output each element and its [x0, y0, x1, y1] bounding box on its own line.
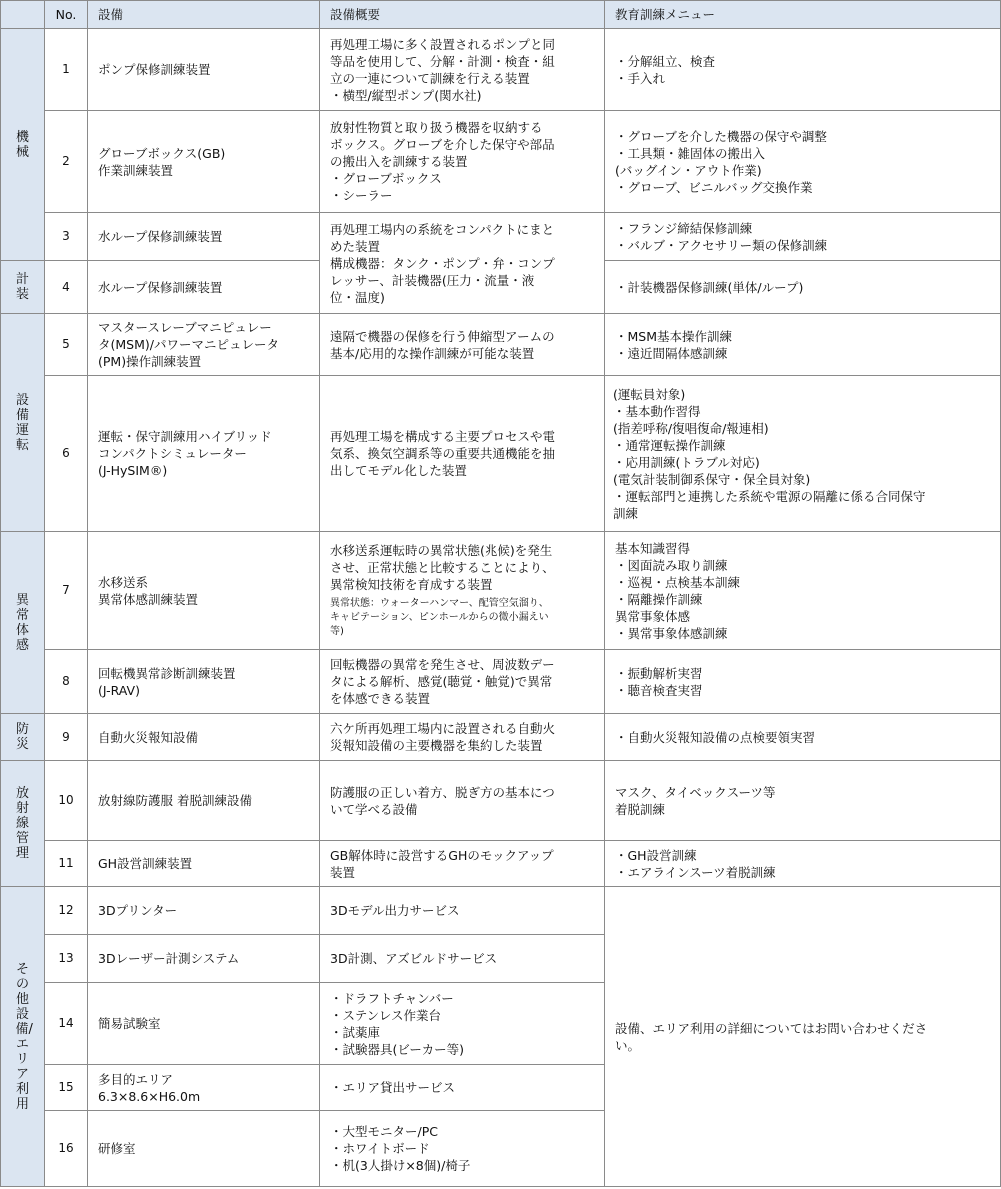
row-overview: 再処理工場を構成する主要プロセスや電 気系、換気空調系等の重要共通機能を抽 出してモデル化した装置 [320, 376, 605, 532]
row-no: 5 [45, 314, 88, 376]
row-overview: 再処理工場に多く設置されるポンプと同 等品を使用して、分解・計測・検査・組 立の一連について訓練を行える装置 ・横型/縦型ポンプ(関水社) [320, 29, 605, 111]
category-operation: 設備運転 [1, 314, 45, 532]
row-menu: ・フランジ締結保修訓練 ・バルブ・アクセサリー類の保修訓練 [605, 213, 1001, 261]
header-menu: 教育訓練メニュー [605, 1, 1001, 29]
row-no: 7 [45, 532, 88, 650]
row-overview: GB解体時に設営するGHのモックアップ 装置 [320, 841, 605, 887]
category-fire: 防災 [1, 714, 45, 761]
row-equipment: 3Dレーザー計測システム [88, 935, 320, 983]
row-overview: ・ドラフトチャンバー ・ステンレス作業台 ・試薬庫 ・試験器具(ビーカー等) [320, 983, 605, 1065]
table-row [1, 532, 1001, 650]
row-equipment: 水ループ保修訓練装置 [88, 261, 320, 314]
table-row [1, 887, 1001, 935]
row-menu: ・GH設営訓練 ・エアラインスーツ着脱訓練 [605, 841, 1001, 887]
table-row [1, 29, 1001, 111]
row-overview: 六ケ所再処理工場内に設置される自動火 災報知設備の主要機器を集約した装置 [320, 714, 605, 761]
row-overview: 放射性物質と取り扱う機器を収納する ボックス。グローブを介した保守や部品 の搬出入を訓練する装置 ・グローブボックス ・シーラー [320, 111, 605, 213]
table-row [1, 111, 1001, 213]
row-no: 10 [45, 761, 88, 841]
row-no: 14 [45, 983, 88, 1065]
row-menu: ・計装機器保修訓練(単体/ループ) [605, 261, 1001, 314]
row-menu: ・分解組立、検査 ・手入れ [605, 29, 1001, 111]
row-no: 4 [45, 261, 88, 314]
category-other: その他設備/エリア利用 [1, 887, 45, 1187]
table-row [1, 841, 1001, 887]
row-equipment: 水ループ保修訓練装置 [88, 213, 320, 261]
row-no: 9 [45, 714, 88, 761]
row-equipment: 簡易試験室 [88, 983, 320, 1065]
row-overview: 3Dモデル出力サービス [320, 887, 605, 935]
row-equipment: GH設営訓練装置 [88, 841, 320, 887]
row-no: 1 [45, 29, 88, 111]
row-no: 16 [45, 1111, 88, 1187]
table-row [1, 314, 1001, 376]
row-overview: 遠隔で機器の保修を行う伸縮型アームの 基本/応用的な操作訓練が可能な装置 [320, 314, 605, 376]
category-instrumentation: 計装 [1, 261, 45, 314]
row-equipment: 運転・保守訓練用ハイブリッド コンパクトシミュレーター (J-HySIM®) [88, 376, 320, 532]
row-no: 2 [45, 111, 88, 213]
row-equipment: 多目的エリア 6.3×8.6×H6.0m [88, 1065, 320, 1111]
row-equipment: グローブボックス(GB) 作業訓練装置 [88, 111, 320, 213]
row-no: 11 [45, 841, 88, 887]
row-equipment: 回転機異常診断訓練装置 (J-RAV) [88, 650, 320, 714]
row-overview: 防護服の正しい着方、脱ぎ方の基本につ いて学べる設備 [320, 761, 605, 841]
header-equipment: 設備 [88, 1, 320, 29]
table-row [1, 761, 1001, 841]
row-menu: マスク、タイベックスーツ等 着脱訓練 [605, 761, 1001, 841]
row-overview-note: 異常状態：ウォーターハンマー、配管空気溜り、 キャビテーション、ピンホールからの微小漏えい 等) [330, 598, 549, 637]
table-header-row [1, 1, 1001, 29]
row-equipment: マスタースレーブマニピュレー タ(MSM)/パワーマニピュレータ (PM)操作訓練装置 [88, 314, 320, 376]
row-equipment: 放射線防護服 着脱訓練設備 [88, 761, 320, 841]
category-radiation: 放射線管理 [1, 761, 45, 887]
row-menu: ・グローブを介した機器の保守や調整 ・工具類・雑固体の搬出入 (バッグイン・アウト作業) ・グローブ、ビニルバッグ交換作業 [605, 111, 1001, 213]
row-menu: ・自動火災報知設備の点検要領実習 [605, 714, 1001, 761]
row-equipment: 自動火災報知設備 [88, 714, 320, 761]
row-no: 3 [45, 213, 88, 261]
row-overview: 再処理工場内の系統をコンパクトにまと めた装置 構成機器：タンク・ポンプ・弁・コンプ レッサー、計装機器(圧力・流量・液 位・温度) [320, 213, 605, 314]
row-no: 13 [45, 935, 88, 983]
row-overview: 回転機器の異常を発生させ、周波数デー タによる解析、感覚(聴覚・触覚)で異常 を体感できる装置 [320, 650, 605, 714]
row-equipment: 3Dプリンター [88, 887, 320, 935]
header-overview: 設備概要 [320, 1, 605, 29]
table-row [1, 650, 1001, 714]
row-equipment: ポンプ保修訓練装置 [88, 29, 320, 111]
row-equipment: 水移送系 異常体感訓練装置 [88, 532, 320, 650]
row-equipment: 研修室 [88, 1111, 320, 1187]
category-abnormal: 異常体感 [1, 532, 45, 714]
row-overview: 水移送系運転時の異常状態(兆候)を発生 させ、正常状態と比較することにより、 異常検知技術を育成する装置 異常状態：ウォーターハンマー、配管空気溜り、 キャビテーション、ピンホールからの微小漏えい 等) [320, 532, 605, 650]
row-no: 12 [45, 887, 88, 935]
row-menu: ・MSM基本操作訓練 ・遠近間隔体感訓練 [605, 314, 1001, 376]
row-overview: 3D計測、アズビルドサービス [320, 935, 605, 983]
row-no: 6 [45, 376, 88, 532]
category-mechanical: 機械 [1, 29, 45, 261]
header-no: No. [45, 1, 88, 29]
row-overview: ・大型モニター/PC ・ホワイトボード ・机(3人掛け×8個)/椅子 [320, 1111, 605, 1187]
table-row [1, 376, 1001, 532]
header-category [1, 1, 45, 29]
table-row [1, 213, 1001, 261]
row-menu-other: 設備、エリア利用の詳細についてはお問い合わせくださ い。 [605, 887, 1001, 1187]
row-menu: (運転員対象) ・基本動作習得 (指差呼称/復唱復命/報連相) ・通常運転操作訓練 ・応用訓練(トラブル対応) (電気計装制御系保守・保全員対象) ・運転部門と連携した系統や電源の隔離に係る合同保守 訓練 [605, 376, 1001, 532]
row-overview: ・エリア貸出サービス [320, 1065, 605, 1111]
row-no: 8 [45, 650, 88, 714]
row-menu: ・振動解析実習 ・聴音検査実習 [605, 650, 1001, 714]
row-menu: 基本知識習得 ・図面読み取り訓練 ・巡視・点検基本訓練 ・隔離操作訓練 異常事象体感 ・異常事象体感訓練 [605, 532, 1001, 650]
row-no: 15 [45, 1065, 88, 1111]
table-row [1, 714, 1001, 761]
